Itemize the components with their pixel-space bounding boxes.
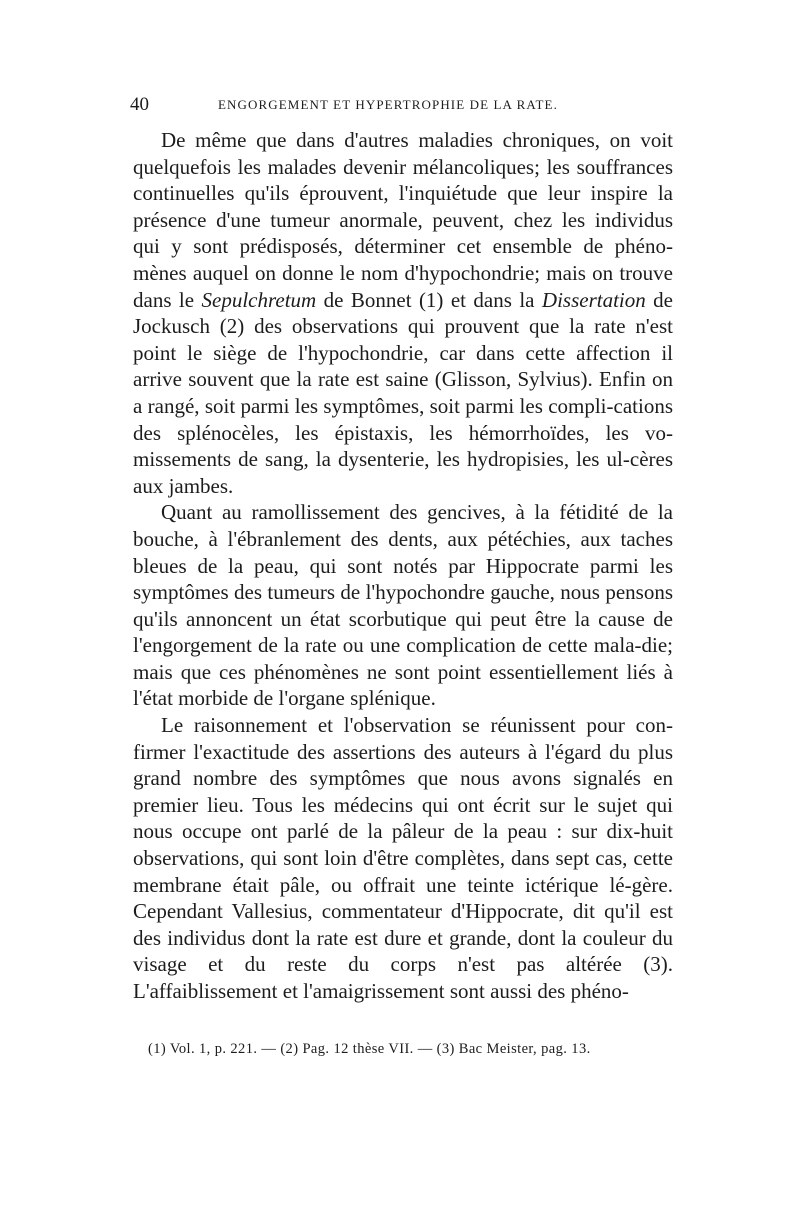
paragraph-1-part-c: de Jockusch (2) des observations qui prouvent que la rate n'est point le siège de l'hypochondrie, car dans cette affection il arrive souvent que la rate est saine (Glisson, Sylvius). Enfin on a rangé, soit parmi les symptômes, soit parmi les compli-cations des splénocèles, les épistaxis, les hémorrhoïdes, les vo-missements de sang, la dysenterie, les hydropisies, les ul-cères aux jambes.	[133, 287, 674, 498]
page-header	[130, 94, 672, 118]
body-text	[133, 127, 673, 1005]
italic-title-sepulchretum: Sepulchretum	[201, 287, 317, 312]
running-head: ENGORGEMENT ET HYPERTROPHIE DE LA RATE.	[218, 97, 558, 112]
paragraph-1-part-b: de Bonnet (1) et dans la	[316, 287, 542, 312]
page-number: 40	[130, 94, 149, 115]
paragraph-2: Quant au ramollissement des gencives, à la fétidité de la bouche, à l'ébranlement des dents, aux pétéchies, aux taches bleues de la peau, qui sont notés par Hippocrate parmi les symptômes des tumeurs de l'hypochondre gauche, nous pensons qu'ils annoncent un état scorbutique qui peut être la cause de l'engorgement de la rate ou une complication de cette mala-die; mais que ces phénomènes ne sont point essentiellement liés à l'état morbide de l'organe splénique.	[133, 500, 673, 711]
paragraph-3: Le raisonnement et l'observation se réunissent pour con-firmer l'exactitude des assertions des auteurs à l'égard du plus grand nombre des symptômes que nous avons signalés en premier lieu. Tous les médecins qui ont écrit sur le sujet qui nous occupe ont parlé de la pâleur de la peau : sur dix-huit observations, qui sont loin d'être complètes, dans sept cas, cette membrane était pâle, ou offrait une teinte ictérique lé-gère. Cependant Vallesius, commentateur d'Hippocrate, dit qu'il est des individus dont la rate est dure et grande, dont la couleur du visage et du reste du corps n'est pas altérée (3). L'affaiblissement et l'amaigrissement sont aussi des phéno-	[133, 713, 673, 1003]
footnotes: (1) Vol. 1, p. 221. — (2) Pag. 12 thèse VII. — (3) Bac Meister, pag. 13.	[148, 1041, 591, 1057]
italic-title-dissertation: Dissertation	[541, 287, 646, 312]
paragraph-1-part-a: De même que dans d'autres maladies chroniques, on voit quelquefois les malades devenir mélancoliques; les souffrances continuelles qu'ils éprouvent, l'inquiétude que leur inspire la présence d'une tumeur anormale, peuvent, chez les individus qui y sont prédisposés, déterminer cet ensemble de phéno-mènes auquel on donne le nom d'hypochondrie; mais on trouve dans le	[133, 128, 673, 312]
paragraph-1	[133, 127, 673, 499]
